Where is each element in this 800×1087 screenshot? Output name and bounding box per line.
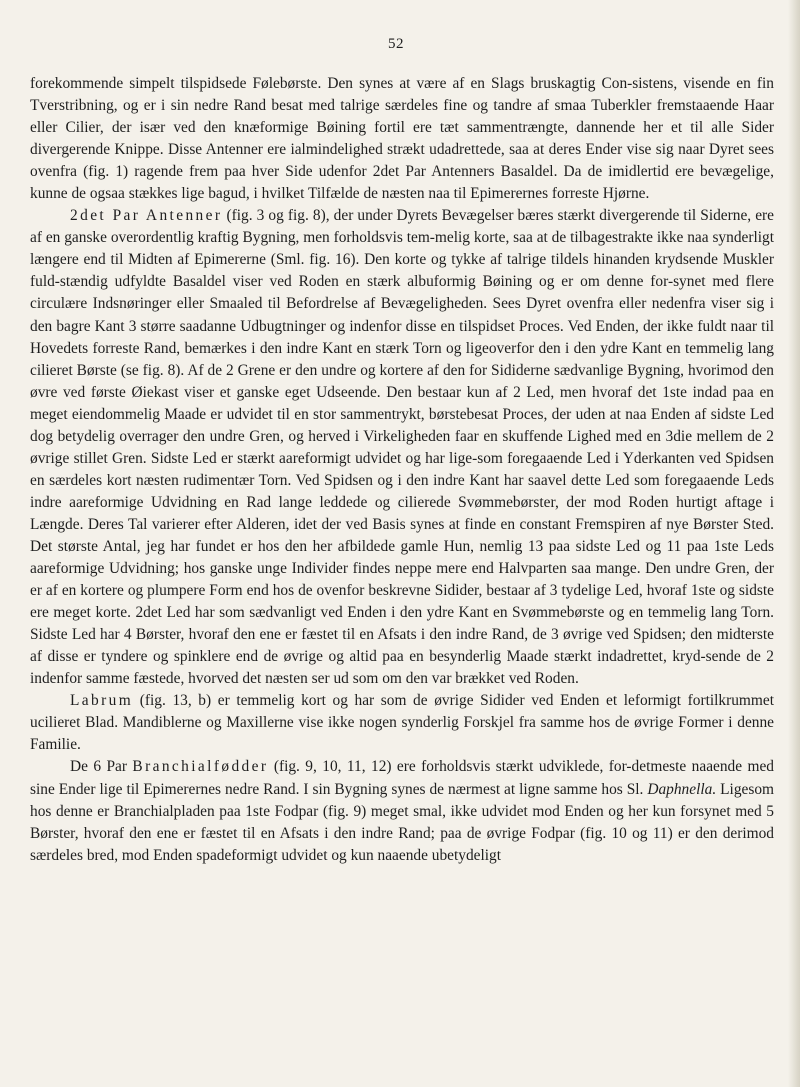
paragraph-antenna-one: forekommende simpelt tilspidsede Følebørste. Den synes at være af en Slags bruskagtig Con-sistens, visende en fin Tverstribning, og er i sin nedre Rand besat med talrige særdeles fine og tandre af smaa Tuberkler fremstaaende Haar eller Cilier, der især ved den knæformige Bøining fortil ere tæt sammentrængte, dannende her et til alle Sider divergerende Knippe. Disse Antenner ere ialmindelighed strækt udadrettede, saa at deres Ender vise sig naar Dyret sees ovenfra (fig. 1) ragende frem paa hver Side udenfor 2det Par Antenners Basaldel. Da de imidlertid ere bevægelige, kunne de ogsaa stækkes lige bagud, i hvilket Tilfælde de næsten naa til Epimerernes forreste Hjørne. xyxy=(30,75,774,203)
paragraph-branchial-feet xyxy=(30,756,774,866)
paragraph-antenna-two xyxy=(30,205,774,690)
body-text xyxy=(30,73,774,867)
paragraph-labrum-text: (fig. 13, b) er temmelig kort og har som de øvrige Sidider ved Enden et leformigt fortilkrummet ucilieret Blad. Mandiblerne og Maxillerne vise ikke nogen synderlig Forskjel fra samme hos de øvrige Former i denne Familie. xyxy=(30,692,774,754)
section-term-antenna-two: 2det Par Antenner xyxy=(70,207,223,225)
paragraph-branchial-start: De 6 Par xyxy=(70,758,133,776)
page-number: 52 xyxy=(388,36,404,52)
section-term-labrum: Labrum xyxy=(70,692,134,710)
page-edge-shadow xyxy=(788,0,800,1087)
paragraph-antenna-two-text: (fig. 3 og fig. 8), der under Dyrets Bevægelser bæres stærkt divergerende til Siderne, ere af en ganske overordentlig kraftig Bygning, men forholdsvis tem-melig korte, saa at de tilbagestrakte ikke naa synderligt længere end til Midten af Epimererne (Sml. fig. 16). Den korte og tykke af talrige tildels hinanden krydsende Muskler fuld-stændig udfyldte Basaldel viser ved Roden en stærk albuformig Bøining og er om denne for-synet med flere circulære Indsnøringer eller Smaaled til Befordrelse af Bevægeligheden. Sees Dyret ovenfra eller nedenfra viser sig i den bagre Kant 3 større saadanne Udbugtninger og indenfor disse en tilspidset Proces. Ved Enden, der ikke fuldt naar til Hovedets forreste Rand, bemærkes i den indre Kant en stærk Torn og ligeoverfor den i den ydre Kant en temmelig lang cilieret Børste (se fig. 8). Af de 2 Grene er den undre og kortere af den for Sididerne sædvanlige Bygning, hvorimod den øvre ved første Øiekast viser et ganske eget Udseende. Den bestaar kun af 2 Led, men hvoraf det 1ste indad paa en meget eiendommelig Maade er udvidet til en stor sammentrykt, børstebesat Proces, der uden at naa Enden af sidste Led dog betydelig overrager den undre Gren, og herved i Virkeligheden faar en skuffende Lighed med en 3die mellem de 2 øvrige stillet Gren. Sidste Led er stærkt aareformigt udvidet og har lige-som foregaaende Led i Yderkanten ved Spidsen en særdeles kort næsten rudimentær Torn. Ved Spidsen og i den indre Kant har saavel dette Led som foregaaende Leds indre aareformige Udvidning en Rad lange leddede og cilierede Svømmebørster, der mod Roden hurtigt aftage i Længde. Deres Tal varierer efter Alderen, idet der ved Basis synes at finde en constant Fremspiren af nye Børster Sted. Det største Antal, jeg har fundet er hos den her afbildede gamle Hun, nemlig 13 paa sidste Led og 11 paa 1ste Leds aareformige Udvidning; hos ganske unge Individer findes neppe mere end Halvparten saa mange. Den undre Gren, der er af en kortere og plumpere Form end hos de ovenfor beskrevne Sidider, bestaar af 3 tydelige Led, hvoraf 1ste og sidste ere meget korte. 2det Led har som sædvanligt ved Enden i den ydre Kant en Svømmebørste og en temmelig lang Torn. Sidste Led har 4 Børster, hvoraf den ene er fæstet til en Afsats i den indre Rand, de 3 øvrige ved Spidsen; den midterste af disse er tyndere og spinklere end de øvrige og altid paa en besynderlig Maade stærkt indadrettet, kryd-sende de 2 indenfor samme fæstede, hvorved det næsten ser ud som om den var brækket ved Roden. xyxy=(30,207,774,688)
paragraph-branchial-rest: Ligesom hos denne er Branchialpladen paa 1ste Fodpar (fig. 9) meget smal, ikke udvidet mod Enden og her kun forsynet med 5 Børster, hvoraf den ene er fæstet til en Afsats i den indre Rand; paa de øvrige Fodpar (fig. 10 og 11) er den derimod særdeles bred, mod Enden spadeformigt udvidet og kun naaende ubetydeligt xyxy=(30,780,774,864)
paragraph-branchial-mid: (fig. 9, 10, 11, 12) ere forholdsvis stærkt udviklede, for-detmeste naaende med sine Ender lige til Epimerernes nedre Rand. I sin Bygning synes de nærmest at ligne samme hos Sl. xyxy=(30,758,774,798)
genus-name-daphnella: Daphnella. xyxy=(647,780,717,798)
paragraph-labrum xyxy=(30,690,774,756)
section-term-branchial-feet: Branchialfødder xyxy=(132,758,269,776)
